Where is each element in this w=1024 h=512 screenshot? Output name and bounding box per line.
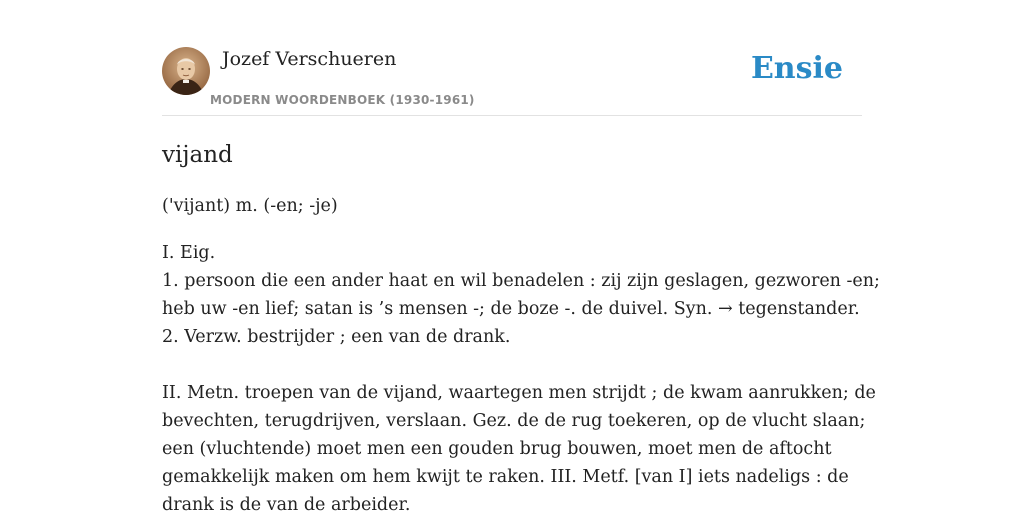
site-logo[interactable]: Ensie	[750, 51, 843, 86]
definition-line: bevechten, terugdrijven, verslaan. Gez. de de rug toekeren, op de vlucht slaan;	[162, 411, 866, 431]
header-divider	[162, 115, 862, 116]
definition-spacer	[162, 351, 862, 379]
definition-line: 2. Verzw. bestrijder ; een van de drank.	[162, 327, 511, 347]
dictionary-source[interactable]: MODERN WOORDENBOEK (1930-1961)	[210, 93, 475, 107]
entry-pronunciation: ('vijant) m. (-en; -je)	[162, 196, 338, 216]
entry-definition	[162, 239, 880, 512]
definition-line: II. Metn. troepen van de vijand, waartegen men strijdt ; de kwam aanrukken; de	[162, 383, 876, 403]
author-avatar[interactable]	[162, 47, 210, 95]
entry-headword: vijand	[162, 142, 233, 168]
definition-line: I. Eig.	[162, 243, 216, 263]
definition-line: een (vluchtende) moet men een gouden brug bouwen, moet men de aftocht	[162, 439, 832, 459]
definition-line: drank is de van de arbeider.	[162, 495, 411, 512]
author-portrait-image	[162, 47, 210, 95]
definition-line: heb uw -en lief; satan is ’s mensen -; de boze -. de duivel. Syn. → tegenstander.	[162, 299, 860, 319]
author-name[interactable]: Jozef Verschueren	[222, 48, 397, 70]
definition-line: gemakkelijk maken om hem kwijt te raken. III. Metf. [van I] iets nadeligs : de	[162, 467, 849, 487]
definition-line: 1. persoon die een ander haat en wil benadelen : zij zijn geslagen, gezworen -en;	[162, 271, 880, 291]
